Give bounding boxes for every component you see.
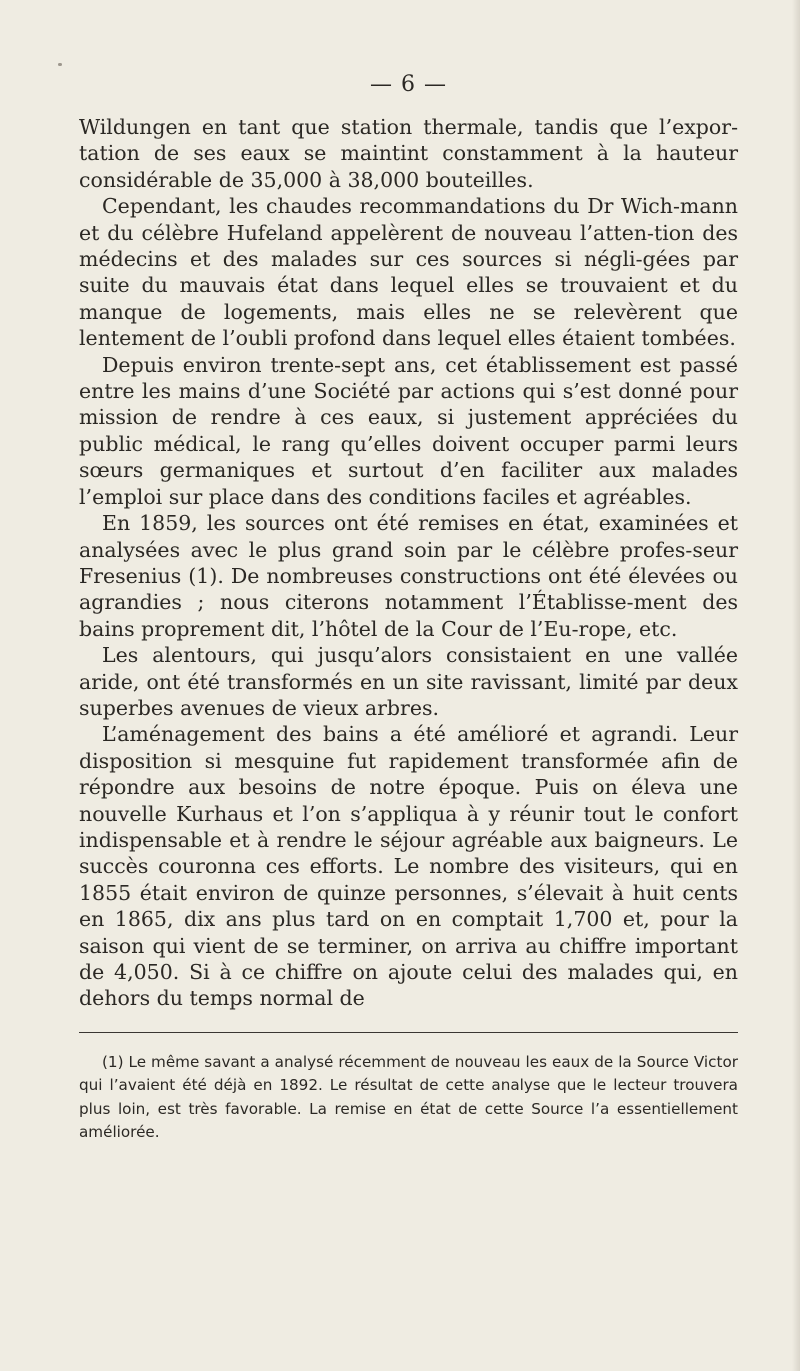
footnote (79, 1051, 738, 1145)
paragraph-3: Depuis environ trente-sept ans, cet établissement est passé entre les mains d’une Société par actions qui s’est donné pour mission de rendre à ces eaux, si justement appréciées du public médical, le rang qu’elles doivent occuper parmi leurs sœurs germaniques et surtout d’en faciliter aux malades l’emploi sur place dans des conditions faciles et agréables. (79, 352, 738, 509)
ink-speck (58, 63, 62, 66)
paragraph-2: Cependant, les chaudes recommandations du Dr Wich-mann et du célèbre Hufeland appelèrent de nouveau l’atten-tion des médecins et des malades sur ces sources si négli-gées par suite du mauvais état dans lequel elles se trouvaient et du manque de logements, mais elles ne se relevèrent que lentement de l’oubli profond dans lequel elles étaient tombées. (79, 194, 738, 351)
main-text (79, 114, 738, 1012)
paragraph-4: En 1859, les sources ont été remises en état, examinées et analysées avec le plus grand soin par le célèbre profes-seur Fresenius (1). De nombreuses constructions ont été élevées ou agrandies ; nous citerons notamment l’Établisse-ment des bains proprement dit, l’hôtel de la Cour de l’Eu-rope, etc. (79, 511, 738, 641)
page-number: — 6 — (370, 72, 447, 97)
paragraph-6: L’aménagement des bains a été amélioré et agrandi. Leur disposition si mesquine fut rapidement transformée afin de répondre aux besoins de notre époque. Puis on éleva une nouvelle Kurhaus et l’on s’appliqua à y réunir tout le confort indispensable et à rendre le séjour agréable aux baigneurs. Le succès couronna ces efforts. Le nombre des visiteurs, qui en 1855 était environ de quinze personnes, s’élevait à huit cents en 1865, dix ans plus tard on en comptait 1,700 et, pour la saison qui vient de se terminer, on arriva au chiffre important de 4,050. Si à ce chiffre on ajoute celui des malades qui, en dehors du temps normal de (79, 722, 738, 1011)
paragraph-5: Les alentours, qui jusqu’alors consistaient en une vallée aride, ont été transformés en un site ravissant, limité par deux superbes avenues de vieux arbres. (79, 643, 738, 720)
paragraph-1: Wildungen en tant que station thermale, tandis que l’expor-tation de ses eaux se maintint constamment à la hauteur considérable de 35,000 à 38,000 bouteilles. (79, 115, 738, 192)
footnote-text: (1) Le même savant a analysé récemment de nouveau les eaux de la Source Victor qui l’avaient été déjà en 1892. Le résultat de cette analyse que le lecteur trouvera plus loin, est très favorable. La remise en état de cette Source l’a essentiellement améliorée. (79, 1052, 738, 1142)
footnote-rule (79, 1032, 738, 1033)
page-edge-shadow (792, 0, 800, 1371)
